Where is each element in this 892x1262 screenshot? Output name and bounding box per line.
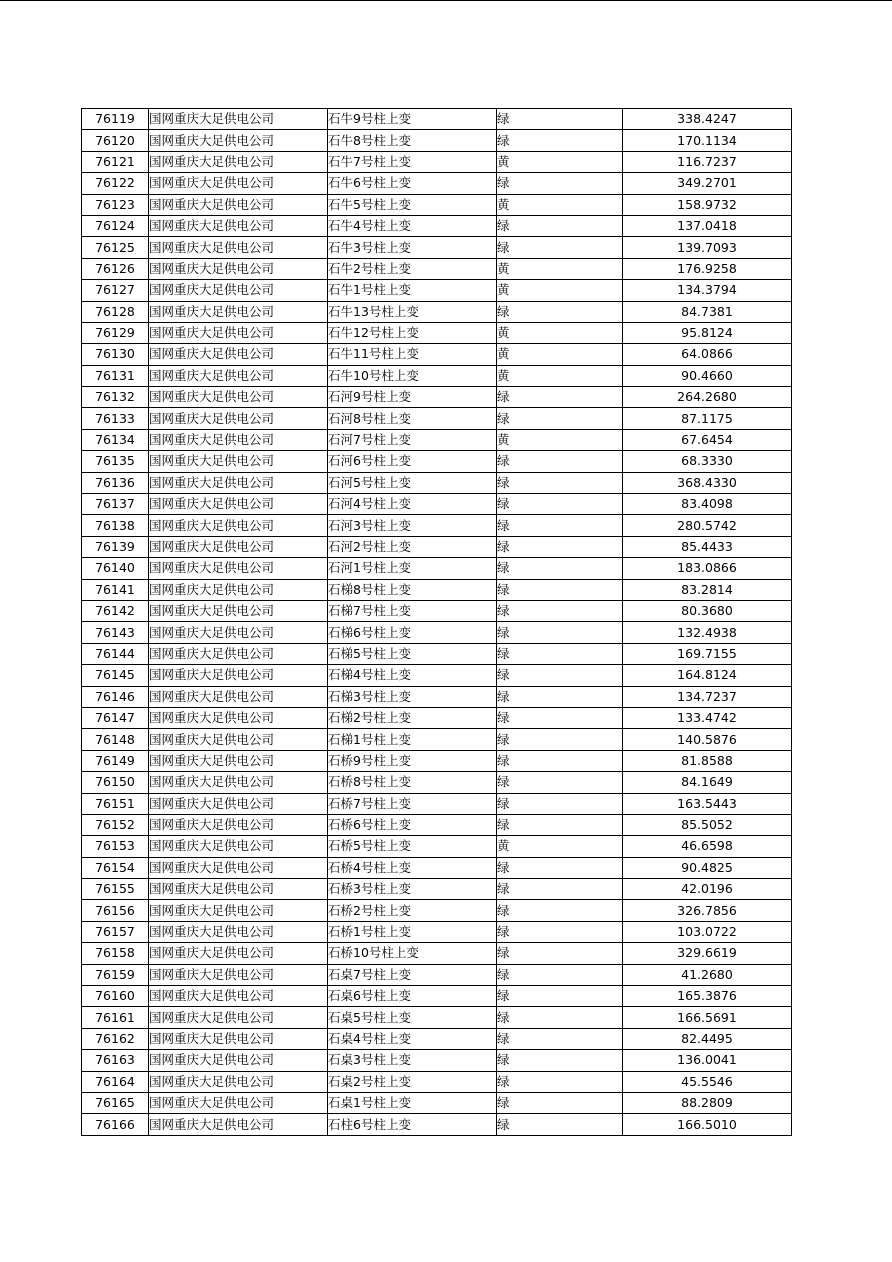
table-row — [82, 558, 792, 579]
cell-station: 石牛8号柱上变 — [328, 130, 497, 151]
cell-company: 国网重庆大足供电公司 — [149, 857, 328, 878]
cell-status: 绿 — [497, 964, 623, 985]
cell-id: 76119 — [82, 109, 149, 130]
cell-id: 76153 — [82, 836, 149, 857]
table-row — [82, 472, 792, 493]
page-top-rule — [0, 0, 892, 1]
cell-value: 42.0196 — [623, 879, 792, 900]
cell-id: 76131 — [82, 365, 149, 386]
cell-status: 黄 — [497, 194, 623, 215]
cell-company: 国网重庆大足供电公司 — [149, 1092, 328, 1113]
table-row — [82, 408, 792, 429]
cell-status: 绿 — [497, 900, 623, 921]
cell-station: 石牛10号柱上变 — [328, 365, 497, 386]
table-row — [82, 964, 792, 985]
table-row — [82, 750, 792, 771]
cell-station: 石河5号柱上变 — [328, 472, 497, 493]
cell-id: 76126 — [82, 258, 149, 279]
cell-value: 132.4938 — [623, 622, 792, 643]
cell-status: 绿 — [497, 472, 623, 493]
cell-station: 石牛11号柱上变 — [328, 344, 497, 365]
cell-value: 80.3680 — [623, 600, 792, 621]
table-row — [82, 857, 792, 878]
cell-company: 国网重庆大足供电公司 — [149, 408, 328, 429]
cell-id: 76138 — [82, 515, 149, 536]
cell-id: 76161 — [82, 1007, 149, 1028]
cell-company: 国网重庆大足供电公司 — [149, 665, 328, 686]
cell-status: 绿 — [497, 814, 623, 835]
cell-value: 164.8124 — [623, 665, 792, 686]
cell-value: 82.4495 — [623, 1028, 792, 1049]
cell-station: 石梯8号柱上变 — [328, 579, 497, 600]
cell-status: 绿 — [497, 793, 623, 814]
cell-id: 76154 — [82, 857, 149, 878]
cell-value: 64.0866 — [623, 344, 792, 365]
table-row — [82, 258, 792, 279]
cell-id: 76140 — [82, 558, 149, 579]
cell-value: 81.8588 — [623, 750, 792, 771]
cell-status: 黄 — [497, 322, 623, 343]
table-row — [82, 494, 792, 515]
cell-id: 76141 — [82, 579, 149, 600]
cell-station: 石牛9号柱上变 — [328, 109, 497, 130]
cell-station: 石牛6号柱上变 — [328, 173, 497, 194]
table-row — [82, 622, 792, 643]
cell-id: 76137 — [82, 494, 149, 515]
cell-company: 国网重庆大足供电公司 — [149, 1050, 328, 1071]
cell-company: 国网重庆大足供电公司 — [149, 772, 328, 793]
cell-station: 石梯4号柱上变 — [328, 665, 497, 686]
cell-station: 石柱6号柱上变 — [328, 1114, 497, 1135]
table-row — [82, 879, 792, 900]
cell-value: 84.7381 — [623, 301, 792, 322]
cell-status: 绿 — [497, 857, 623, 878]
cell-status: 绿 — [497, 579, 623, 600]
cell-status: 绿 — [497, 1007, 623, 1028]
cell-status: 绿 — [497, 921, 623, 942]
cell-status: 绿 — [497, 536, 623, 557]
cell-company: 国网重庆大足供电公司 — [149, 387, 328, 408]
cell-status: 绿 — [497, 600, 623, 621]
cell-value: 140.5876 — [623, 729, 792, 750]
table-row — [82, 109, 792, 130]
cell-id: 76156 — [82, 900, 149, 921]
cell-id: 76151 — [82, 793, 149, 814]
table-row — [82, 707, 792, 728]
table-row — [82, 1050, 792, 1071]
cell-station: 石牛12号柱上变 — [328, 322, 497, 343]
cell-value: 368.4330 — [623, 472, 792, 493]
cell-company: 国网重庆大足供电公司 — [149, 1114, 328, 1135]
cell-company: 国网重庆大足供电公司 — [149, 729, 328, 750]
cell-status: 绿 — [497, 515, 623, 536]
cell-station: 石牛2号柱上变 — [328, 258, 497, 279]
cell-status: 绿 — [497, 772, 623, 793]
cell-company: 国网重庆大足供电公司 — [149, 151, 328, 172]
cell-station: 石桌6号柱上变 — [328, 986, 497, 1007]
table-row — [82, 173, 792, 194]
cell-status: 绿 — [497, 665, 623, 686]
cell-station: 石桥3号柱上变 — [328, 879, 497, 900]
cell-id: 76132 — [82, 387, 149, 408]
cell-company: 国网重庆大足供电公司 — [149, 686, 328, 707]
cell-id: 76150 — [82, 772, 149, 793]
cell-value: 133.4742 — [623, 707, 792, 728]
cell-id: 76123 — [82, 194, 149, 215]
table-row — [82, 515, 792, 536]
cell-status: 绿 — [497, 1114, 623, 1135]
cell-status: 绿 — [497, 1028, 623, 1049]
cell-company: 国网重庆大足供电公司 — [149, 1071, 328, 1092]
cell-id: 76149 — [82, 750, 149, 771]
cell-value: 83.4098 — [623, 494, 792, 515]
cell-value: 183.0866 — [623, 558, 792, 579]
cell-status: 黄 — [497, 836, 623, 857]
cell-company: 国网重庆大足供电公司 — [149, 536, 328, 557]
cell-status: 绿 — [497, 986, 623, 1007]
cell-id: 76142 — [82, 600, 149, 621]
cell-value: 166.5691 — [623, 1007, 792, 1028]
cell-value: 134.7237 — [623, 686, 792, 707]
table-row — [82, 643, 792, 664]
cell-id: 76139 — [82, 536, 149, 557]
table-row — [82, 536, 792, 557]
cell-company: 国网重庆大足供电公司 — [149, 130, 328, 151]
cell-company: 国网重庆大足供电公司 — [149, 494, 328, 515]
cell-status: 绿 — [497, 1050, 623, 1071]
cell-id: 76145 — [82, 665, 149, 686]
cell-station: 石桥1号柱上变 — [328, 921, 497, 942]
table-row — [82, 1071, 792, 1092]
cell-status: 绿 — [497, 729, 623, 750]
cell-status: 绿 — [497, 686, 623, 707]
cell-id: 76130 — [82, 344, 149, 365]
table-row — [82, 921, 792, 942]
table-row — [82, 600, 792, 621]
cell-station: 石桌4号柱上变 — [328, 1028, 497, 1049]
cell-status: 绿 — [497, 451, 623, 472]
cell-station: 石河8号柱上变 — [328, 408, 497, 429]
cell-station: 石梯7号柱上变 — [328, 600, 497, 621]
cell-value: 85.4433 — [623, 536, 792, 557]
cell-status: 绿 — [497, 301, 623, 322]
cell-id: 76135 — [82, 451, 149, 472]
cell-station: 石牛5号柱上变 — [328, 194, 497, 215]
cell-company: 国网重庆大足供电公司 — [149, 707, 328, 728]
cell-status: 绿 — [497, 387, 623, 408]
cell-id: 76152 — [82, 814, 149, 835]
cell-id: 76120 — [82, 130, 149, 151]
cell-company: 国网重庆大足供电公司 — [149, 322, 328, 343]
cell-company: 国网重庆大足供电公司 — [149, 814, 328, 835]
cell-id: 76129 — [82, 322, 149, 343]
cell-station: 石河6号柱上变 — [328, 451, 497, 472]
cell-status: 绿 — [497, 750, 623, 771]
cell-station: 石梯5号柱上变 — [328, 643, 497, 664]
table-row — [82, 237, 792, 258]
table-row — [82, 986, 792, 1007]
cell-company: 国网重庆大足供电公司 — [149, 429, 328, 450]
cell-value: 90.4825 — [623, 857, 792, 878]
cell-status: 绿 — [497, 943, 623, 964]
cell-id: 76127 — [82, 280, 149, 301]
cell-status: 绿 — [497, 408, 623, 429]
cell-status: 黄 — [497, 365, 623, 386]
cell-value: 45.5546 — [623, 1071, 792, 1092]
cell-value: 170.1134 — [623, 130, 792, 151]
cell-value: 280.5742 — [623, 515, 792, 536]
cell-value: 134.3794 — [623, 280, 792, 301]
cell-station: 石河2号柱上变 — [328, 536, 497, 557]
cell-id: 76136 — [82, 472, 149, 493]
cell-id: 76148 — [82, 729, 149, 750]
cell-value: 169.7155 — [623, 643, 792, 664]
cell-id: 76128 — [82, 301, 149, 322]
cell-company: 国网重庆大足供电公司 — [149, 1028, 328, 1049]
cell-value: 137.0418 — [623, 215, 792, 236]
cell-id: 76166 — [82, 1114, 149, 1135]
cell-id: 76165 — [82, 1092, 149, 1113]
cell-company: 国网重庆大足供电公司 — [149, 793, 328, 814]
table-row — [82, 1092, 792, 1113]
table-row — [82, 686, 792, 707]
cell-company: 国网重庆大足供电公司 — [149, 943, 328, 964]
cell-id: 76160 — [82, 986, 149, 1007]
cell-id: 76144 — [82, 643, 149, 664]
cell-station: 石桌2号柱上变 — [328, 1071, 497, 1092]
cell-company: 国网重庆大足供电公司 — [149, 600, 328, 621]
cell-company: 国网重庆大足供电公司 — [149, 750, 328, 771]
cell-id: 76146 — [82, 686, 149, 707]
cell-value: 158.9732 — [623, 194, 792, 215]
cell-company: 国网重庆大足供电公司 — [149, 344, 328, 365]
cell-status: 绿 — [497, 622, 623, 643]
cell-status: 绿 — [497, 643, 623, 664]
cell-id: 76163 — [82, 1050, 149, 1071]
table-row — [82, 814, 792, 835]
table-row — [82, 836, 792, 857]
cell-status: 黄 — [497, 280, 623, 301]
table-row — [82, 1007, 792, 1028]
cell-station: 石桌7号柱上变 — [328, 964, 497, 985]
cell-value: 329.6619 — [623, 943, 792, 964]
cell-value: 264.2680 — [623, 387, 792, 408]
cell-value: 68.3330 — [623, 451, 792, 472]
cell-company: 国网重庆大足供电公司 — [149, 301, 328, 322]
cell-company: 国网重庆大足供电公司 — [149, 365, 328, 386]
cell-status: 绿 — [497, 558, 623, 579]
cell-station: 石桥6号柱上变 — [328, 814, 497, 835]
cell-status: 绿 — [497, 494, 623, 515]
table-row — [82, 729, 792, 750]
cell-company: 国网重庆大足供电公司 — [149, 280, 328, 301]
table-row — [82, 130, 792, 151]
cell-id: 76158 — [82, 943, 149, 964]
cell-status: 绿 — [497, 109, 623, 130]
cell-value: 41.2680 — [623, 964, 792, 985]
table-row — [82, 280, 792, 301]
table-row — [82, 322, 792, 343]
table-row — [82, 900, 792, 921]
cell-value: 326.7856 — [623, 900, 792, 921]
table-row — [82, 344, 792, 365]
cell-station: 石河4号柱上变 — [328, 494, 497, 515]
table-row — [82, 579, 792, 600]
cell-status: 黄 — [497, 258, 623, 279]
cell-company: 国网重庆大足供电公司 — [149, 579, 328, 600]
cell-status: 绿 — [497, 707, 623, 728]
cell-company: 国网重庆大足供电公司 — [149, 109, 328, 130]
cell-company: 国网重庆大足供电公司 — [149, 215, 328, 236]
cell-id: 76147 — [82, 707, 149, 728]
cell-value: 87.1175 — [623, 408, 792, 429]
cell-value: 85.5052 — [623, 814, 792, 835]
table-row — [82, 301, 792, 322]
cell-station: 石桥10号柱上变 — [328, 943, 497, 964]
cell-value: 163.5443 — [623, 793, 792, 814]
cell-station: 石梯1号柱上变 — [328, 729, 497, 750]
cell-company: 国网重庆大足供电公司 — [149, 964, 328, 985]
cell-id: 76122 — [82, 173, 149, 194]
table-row — [82, 451, 792, 472]
cell-company: 国网重庆大足供电公司 — [149, 472, 328, 493]
cell-value: 136.0041 — [623, 1050, 792, 1071]
cell-station: 石桥4号柱上变 — [328, 857, 497, 878]
cell-id: 76133 — [82, 408, 149, 429]
table-row — [82, 194, 792, 215]
cell-id: 76121 — [82, 151, 149, 172]
cell-company: 国网重庆大足供电公司 — [149, 622, 328, 643]
cell-station: 石桥5号柱上变 — [328, 836, 497, 857]
table-row — [82, 943, 792, 964]
table-row — [82, 429, 792, 450]
cell-company: 国网重庆大足供电公司 — [149, 921, 328, 942]
cell-station: 石桌1号柱上变 — [328, 1092, 497, 1113]
cell-company: 国网重庆大足供电公司 — [149, 237, 328, 258]
cell-company: 国网重庆大足供电公司 — [149, 900, 328, 921]
cell-station: 石梯2号柱上变 — [328, 707, 497, 728]
cell-station: 石桥9号柱上变 — [328, 750, 497, 771]
cell-value: 95.8124 — [623, 322, 792, 343]
transformer-table — [81, 108, 792, 1136]
cell-id: 76125 — [82, 237, 149, 258]
cell-company: 国网重庆大足供电公司 — [149, 879, 328, 900]
cell-status: 绿 — [497, 173, 623, 194]
cell-station: 石桥2号柱上变 — [328, 900, 497, 921]
cell-id: 76134 — [82, 429, 149, 450]
cell-value: 103.0722 — [623, 921, 792, 942]
cell-id: 76157 — [82, 921, 149, 942]
cell-station: 石牛7号柱上变 — [328, 151, 497, 172]
cell-station: 石桌3号柱上变 — [328, 1050, 497, 1071]
cell-station: 石牛4号柱上变 — [328, 215, 497, 236]
cell-status: 绿 — [497, 237, 623, 258]
cell-status: 黄 — [497, 344, 623, 365]
table-row — [82, 387, 792, 408]
cell-id: 76155 — [82, 879, 149, 900]
cell-value: 83.2814 — [623, 579, 792, 600]
table-row — [82, 1028, 792, 1049]
cell-status: 黄 — [497, 429, 623, 450]
cell-station: 石桌5号柱上变 — [328, 1007, 497, 1028]
cell-value: 176.9258 — [623, 258, 792, 279]
cell-company: 国网重庆大足供电公司 — [149, 173, 328, 194]
table-row — [82, 772, 792, 793]
cell-station: 石牛13号柱上变 — [328, 301, 497, 322]
cell-status: 绿 — [497, 130, 623, 151]
cell-value: 338.4247 — [623, 109, 792, 130]
table-row — [82, 215, 792, 236]
table-row — [82, 793, 792, 814]
cell-value: 90.4660 — [623, 365, 792, 386]
cell-company: 国网重庆大足供电公司 — [149, 258, 328, 279]
cell-station: 石河9号柱上变 — [328, 387, 497, 408]
cell-station: 石河7号柱上变 — [328, 429, 497, 450]
cell-station: 石河1号柱上变 — [328, 558, 497, 579]
cell-value: 88.2809 — [623, 1092, 792, 1113]
cell-company: 国网重庆大足供电公司 — [149, 1007, 328, 1028]
cell-value: 349.2701 — [623, 173, 792, 194]
cell-company: 国网重庆大足供电公司 — [149, 986, 328, 1007]
cell-id: 76162 — [82, 1028, 149, 1049]
table-row — [82, 1114, 792, 1135]
cell-company: 国网重庆大足供电公司 — [149, 836, 328, 857]
table-row — [82, 665, 792, 686]
cell-status: 绿 — [497, 879, 623, 900]
cell-station: 石牛3号柱上变 — [328, 237, 497, 258]
cell-company: 国网重庆大足供电公司 — [149, 515, 328, 536]
table-row — [82, 151, 792, 172]
cell-company: 国网重庆大足供电公司 — [149, 194, 328, 215]
cell-station: 石牛1号柱上变 — [328, 280, 497, 301]
cell-status: 绿 — [497, 215, 623, 236]
cell-station: 石桥8号柱上变 — [328, 772, 497, 793]
cell-company: 国网重庆大足供电公司 — [149, 643, 328, 664]
cell-id: 76159 — [82, 964, 149, 985]
cell-value: 139.7093 — [623, 237, 792, 258]
cell-status: 绿 — [497, 1071, 623, 1092]
cell-value: 67.6454 — [623, 429, 792, 450]
cell-value: 46.6598 — [623, 836, 792, 857]
table-row — [82, 365, 792, 386]
cell-value: 84.1649 — [623, 772, 792, 793]
cell-station: 石桥7号柱上变 — [328, 793, 497, 814]
cell-id: 76143 — [82, 622, 149, 643]
cell-company: 国网重庆大足供电公司 — [149, 558, 328, 579]
cell-station: 石河3号柱上变 — [328, 515, 497, 536]
cell-status: 绿 — [497, 1092, 623, 1113]
cell-company: 国网重庆大足供电公司 — [149, 451, 328, 472]
cell-value: 166.5010 — [623, 1114, 792, 1135]
cell-id: 76124 — [82, 215, 149, 236]
cell-station: 石梯3号柱上变 — [328, 686, 497, 707]
cell-id: 76164 — [82, 1071, 149, 1092]
cell-status: 黄 — [497, 151, 623, 172]
cell-value: 165.3876 — [623, 986, 792, 1007]
cell-station: 石梯6号柱上变 — [328, 622, 497, 643]
cell-value: 116.7237 — [623, 151, 792, 172]
table-body — [82, 109, 792, 1136]
